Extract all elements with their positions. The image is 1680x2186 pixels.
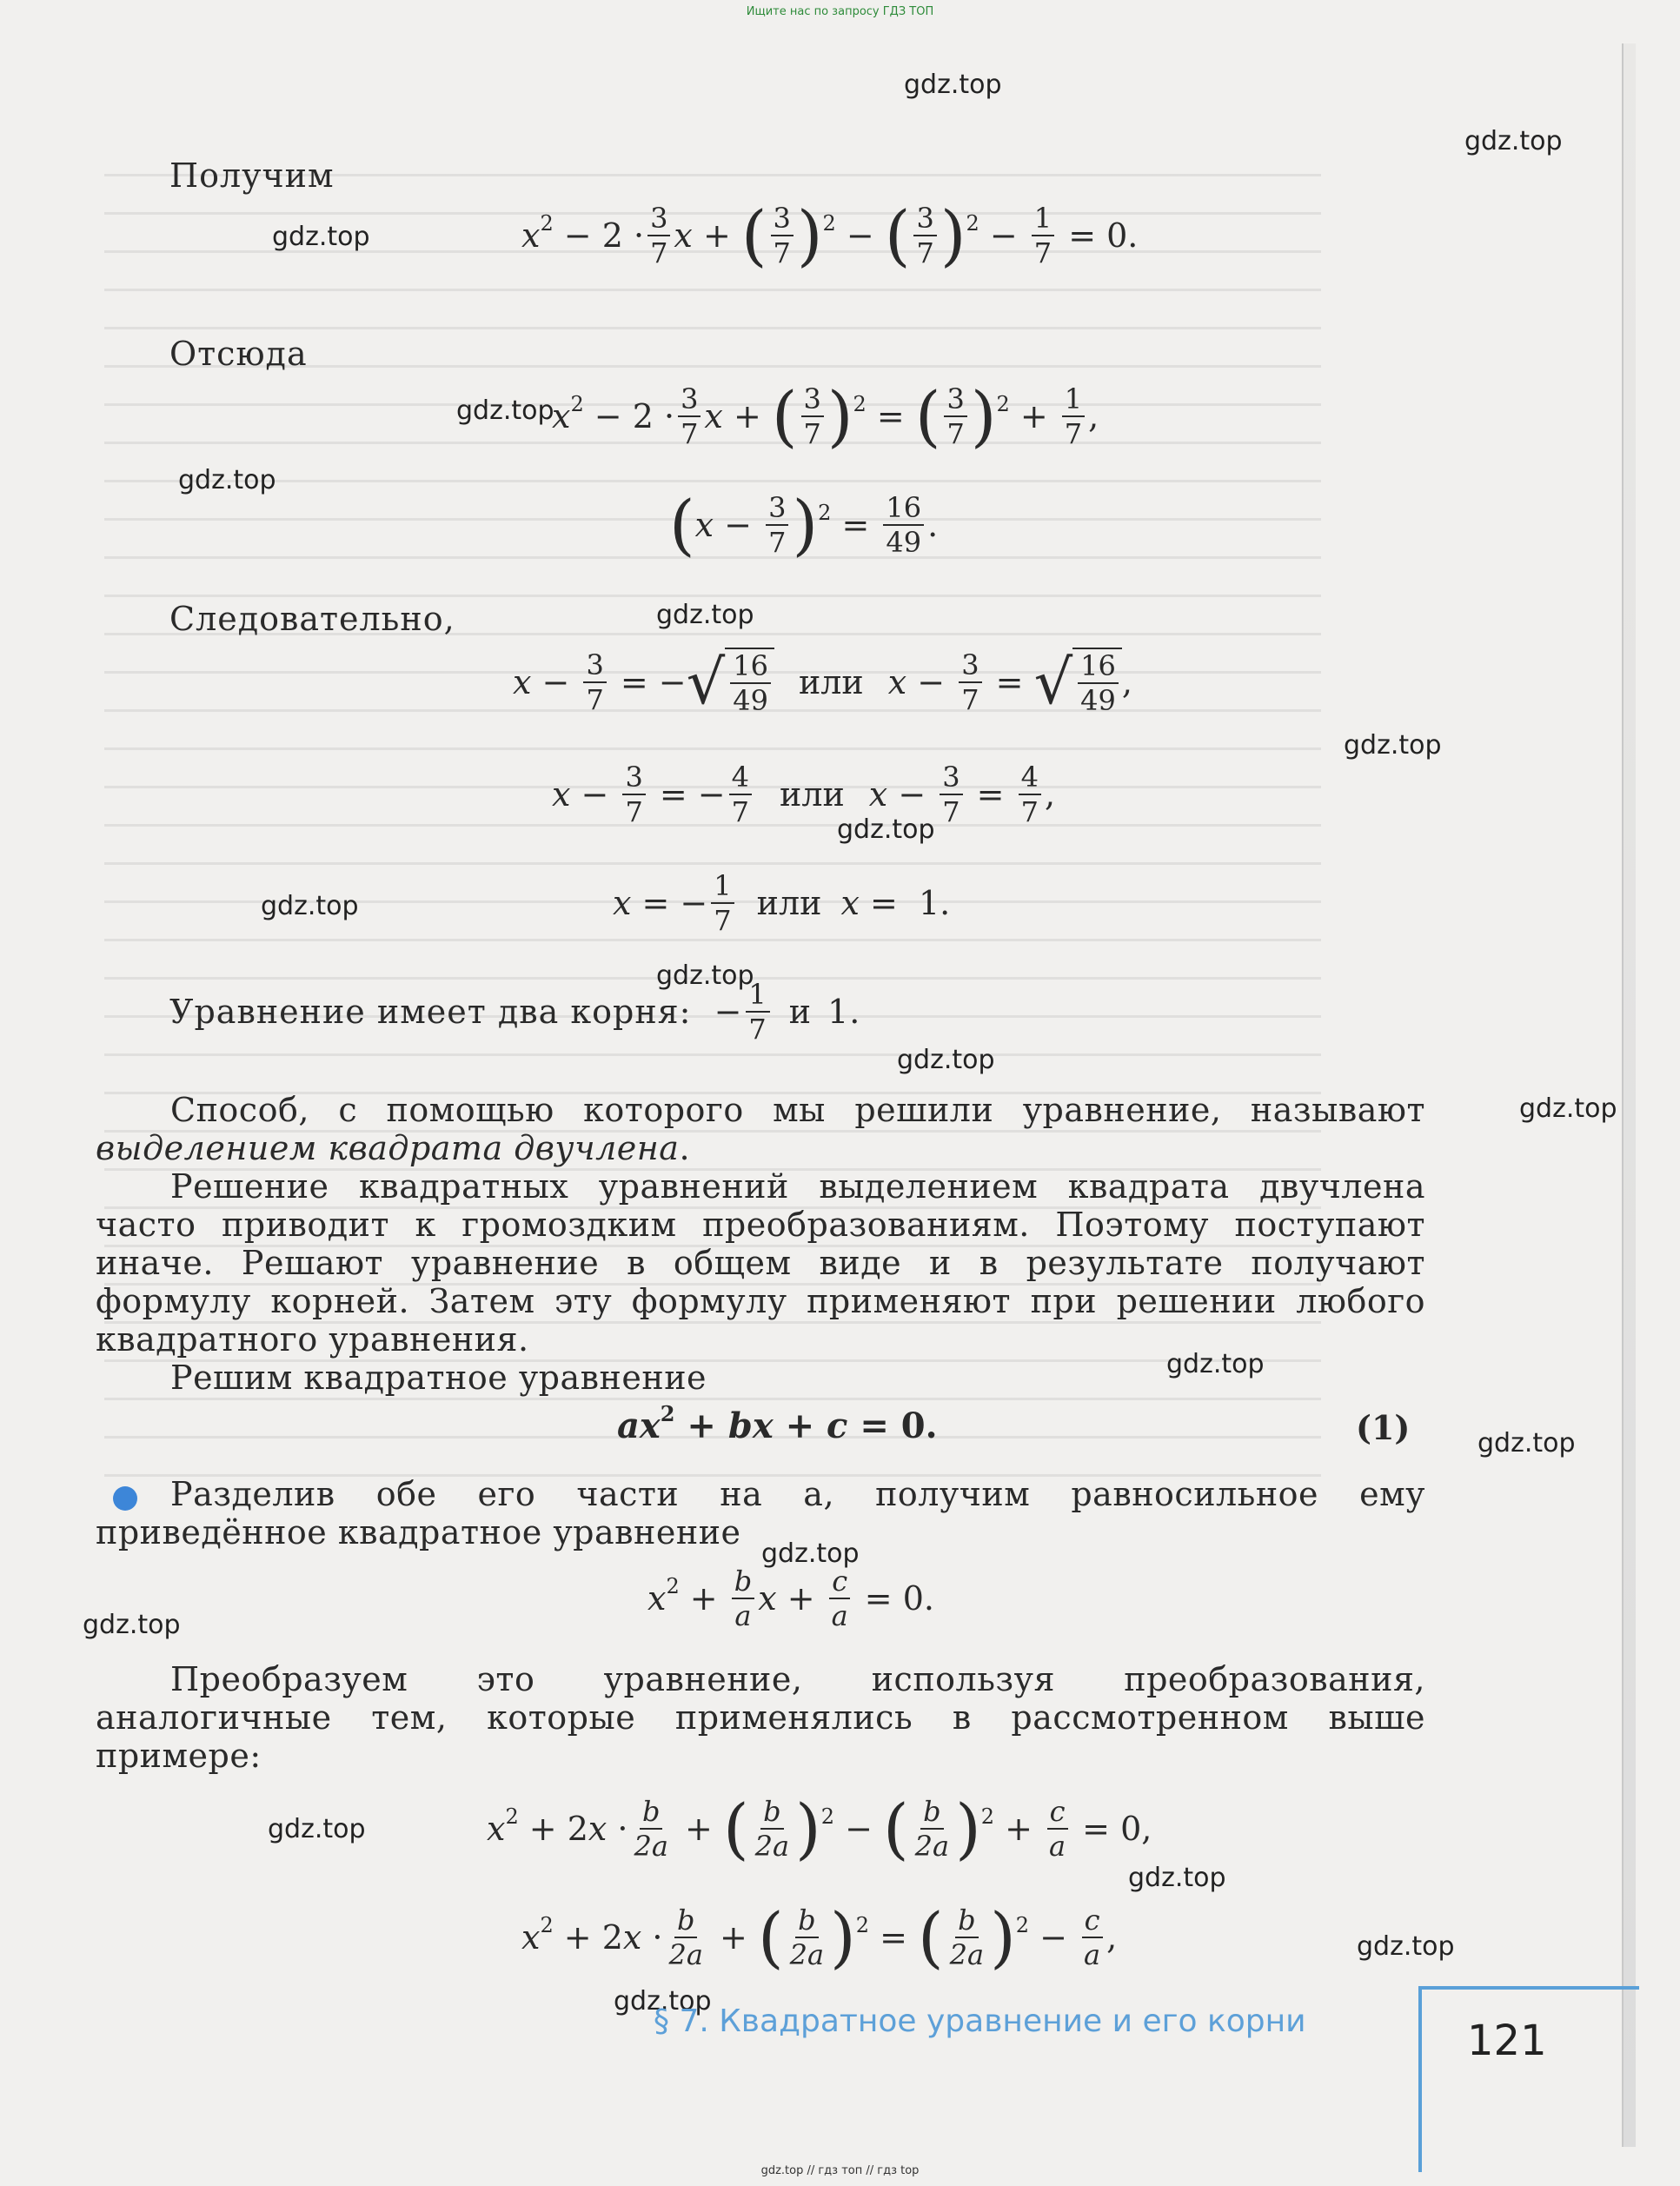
method-p1-emphasis: выделением квадрата двучлена bbox=[96, 1129, 680, 1167]
method-paragraph-2 bbox=[96, 1167, 1425, 1359]
page-number-box bbox=[1418, 1986, 1639, 2172]
bottom-note: gdz.top // гдз топ // гдз top bbox=[760, 2164, 920, 2177]
watermark: gdz.top bbox=[83, 1610, 181, 1640]
roots-sentence: Уравнение имеет два корня: − $\frac{1}{7}$ и 1. bbox=[169, 978, 861, 1046]
ili-word: или bbox=[756, 884, 822, 922]
equation-number: (1) bbox=[1356, 1408, 1411, 1447]
equation-8: x 2 + 2 x · $\frac{b}{2a}$ + ( $\frac{b}{2a}$ ) 2 = ( $\frac{b}{2a}$ ) 2 − $\frac{c}{a}$ , bbox=[521, 1898, 1118, 1976]
equation-5: x − $\frac{3}{7}$ = − $\frac{4}{7}$ или x − $\frac{3}{7}$ = $\frac{4}{7}$ , bbox=[552, 761, 1056, 828]
equation-4: x − $\frac{3}{7}$ = − √ $\frac{16}{49}$ или x − $\frac{3}{7}$ = √ $\frac{16}{49}$ , bbox=[513, 647, 1132, 718]
watermark: gdz.top bbox=[1166, 1349, 1265, 1379]
poluchim-label: Получим bbox=[169, 156, 335, 195]
watermark: gdz.top bbox=[656, 600, 754, 630]
watermark: gdz.top bbox=[1519, 1093, 1617, 1124]
ili-word: или bbox=[798, 663, 864, 701]
method-paragraph-1: Способ, с помощью которого мы решили уравнение, называют выделением квадрата двучлена. bbox=[96, 1091, 1425, 1167]
watermark: gdz.top bbox=[1477, 1428, 1576, 1458]
watermark: gdz.top bbox=[261, 891, 359, 921]
watermark: gdz.top bbox=[904, 70, 1002, 100]
page-number: 121 bbox=[1467, 2017, 1547, 2065]
sledovatelno-label: Следовательно, bbox=[169, 600, 455, 638]
equation-2: x 2 − 2 · $\frac{3}{7}$ x + ( $\frac{3}{7}$ ) 2 = ( $\frac{3}{7}$ ) 2 + $\frac{1}{7}$ , bbox=[552, 377, 1099, 455]
watermark: gdz.top bbox=[1128, 1863, 1226, 1893]
divide-p-text: Разделив обе его части на a, получим равносильное ему приведённое квадратное уравнение bbox=[96, 1475, 1425, 1551]
watermark: gdz.top bbox=[268, 1814, 366, 1844]
watermark: gdz.top bbox=[897, 1045, 995, 1075]
watermark: gdz.top bbox=[456, 395, 554, 426]
equation-3: ( x − $\frac{3}{7}$ ) 2 = $\frac{16}{49}$ . bbox=[669, 486, 939, 563]
method-p2-text: Решение квадратных уравнений выделением квадрата двучлена часто приводит к громоздким преобразованиям. Поэтому поступают иначе. Решают уравнение в общем виде и в результате получают формулу корней. Затем эту формулу применяют при решении любого квадратного уравнения. bbox=[96, 1167, 1425, 1359]
watermark: gdz.top bbox=[1344, 730, 1442, 761]
divide-paragraph bbox=[96, 1475, 1425, 1551]
equation-reduced: x 2 + $\frac{b}{a}$ x + $\frac{c}{a}$ = 0. bbox=[647, 1565, 934, 1632]
watermark: gdz.top bbox=[614, 1986, 712, 2017]
otsyuda-label: Отсюда bbox=[169, 335, 308, 373]
method-p1-text: Способ, с помощью которого мы решили уравнение, называют bbox=[170, 1091, 1425, 1129]
page-edge bbox=[1622, 43, 1636, 2147]
transform-paragraph bbox=[96, 1660, 1425, 1775]
method-p3-text: Решим квадратное уравнение bbox=[170, 1359, 707, 1397]
watermark: gdz.top bbox=[656, 960, 754, 991]
section-footer: § 7. Квадратное уравнение и его корни bbox=[654, 2003, 1306, 2039]
top-note: Ищите нас по запросу ГДЗ ТОП bbox=[746, 5, 934, 18]
watermark: gdz.top bbox=[1464, 126, 1563, 156]
watermark: gdz.top bbox=[178, 465, 276, 495]
watermark: gdz.top bbox=[1357, 1931, 1455, 1962]
equation-general: ax 2 + bx + c = 0. bbox=[617, 1401, 938, 1446]
equation-1: x 2 − 2 · $\frac{3}{7}$ x + ( $\frac{3}{7}$ ) 2 − ( $\frac{3}{7}$ ) 2 − $\frac{1}{7}$ = 0. bbox=[521, 196, 1139, 274]
watermark: gdz.top bbox=[837, 814, 935, 845]
equation-7: x 2 + 2 x · $\frac{b}{2a}$ + ( $\frac{b}{2a}$ ) 2 − ( $\frac{b}{2a}$ ) 2 + $\frac{c}{a}$ = 0, bbox=[487, 1790, 1152, 1867]
roots-and: и bbox=[788, 993, 813, 1031]
method-paragraph-3 bbox=[96, 1359, 1425, 1397]
equation-6: x = − $\frac{1}{7}$ или x = 1. bbox=[613, 869, 951, 937]
ili-word: или bbox=[780, 775, 845, 814]
roots-intro: Уравнение имеет два корня: bbox=[169, 993, 692, 1031]
watermark: gdz.top bbox=[761, 1538, 860, 1569]
watermark: gdz.top bbox=[272, 222, 370, 252]
transform-p-text: Преобразуем это уравнение, используя преобразования, аналогичные тем, которые применялись в рассмотренном выше примере: bbox=[96, 1660, 1425, 1775]
